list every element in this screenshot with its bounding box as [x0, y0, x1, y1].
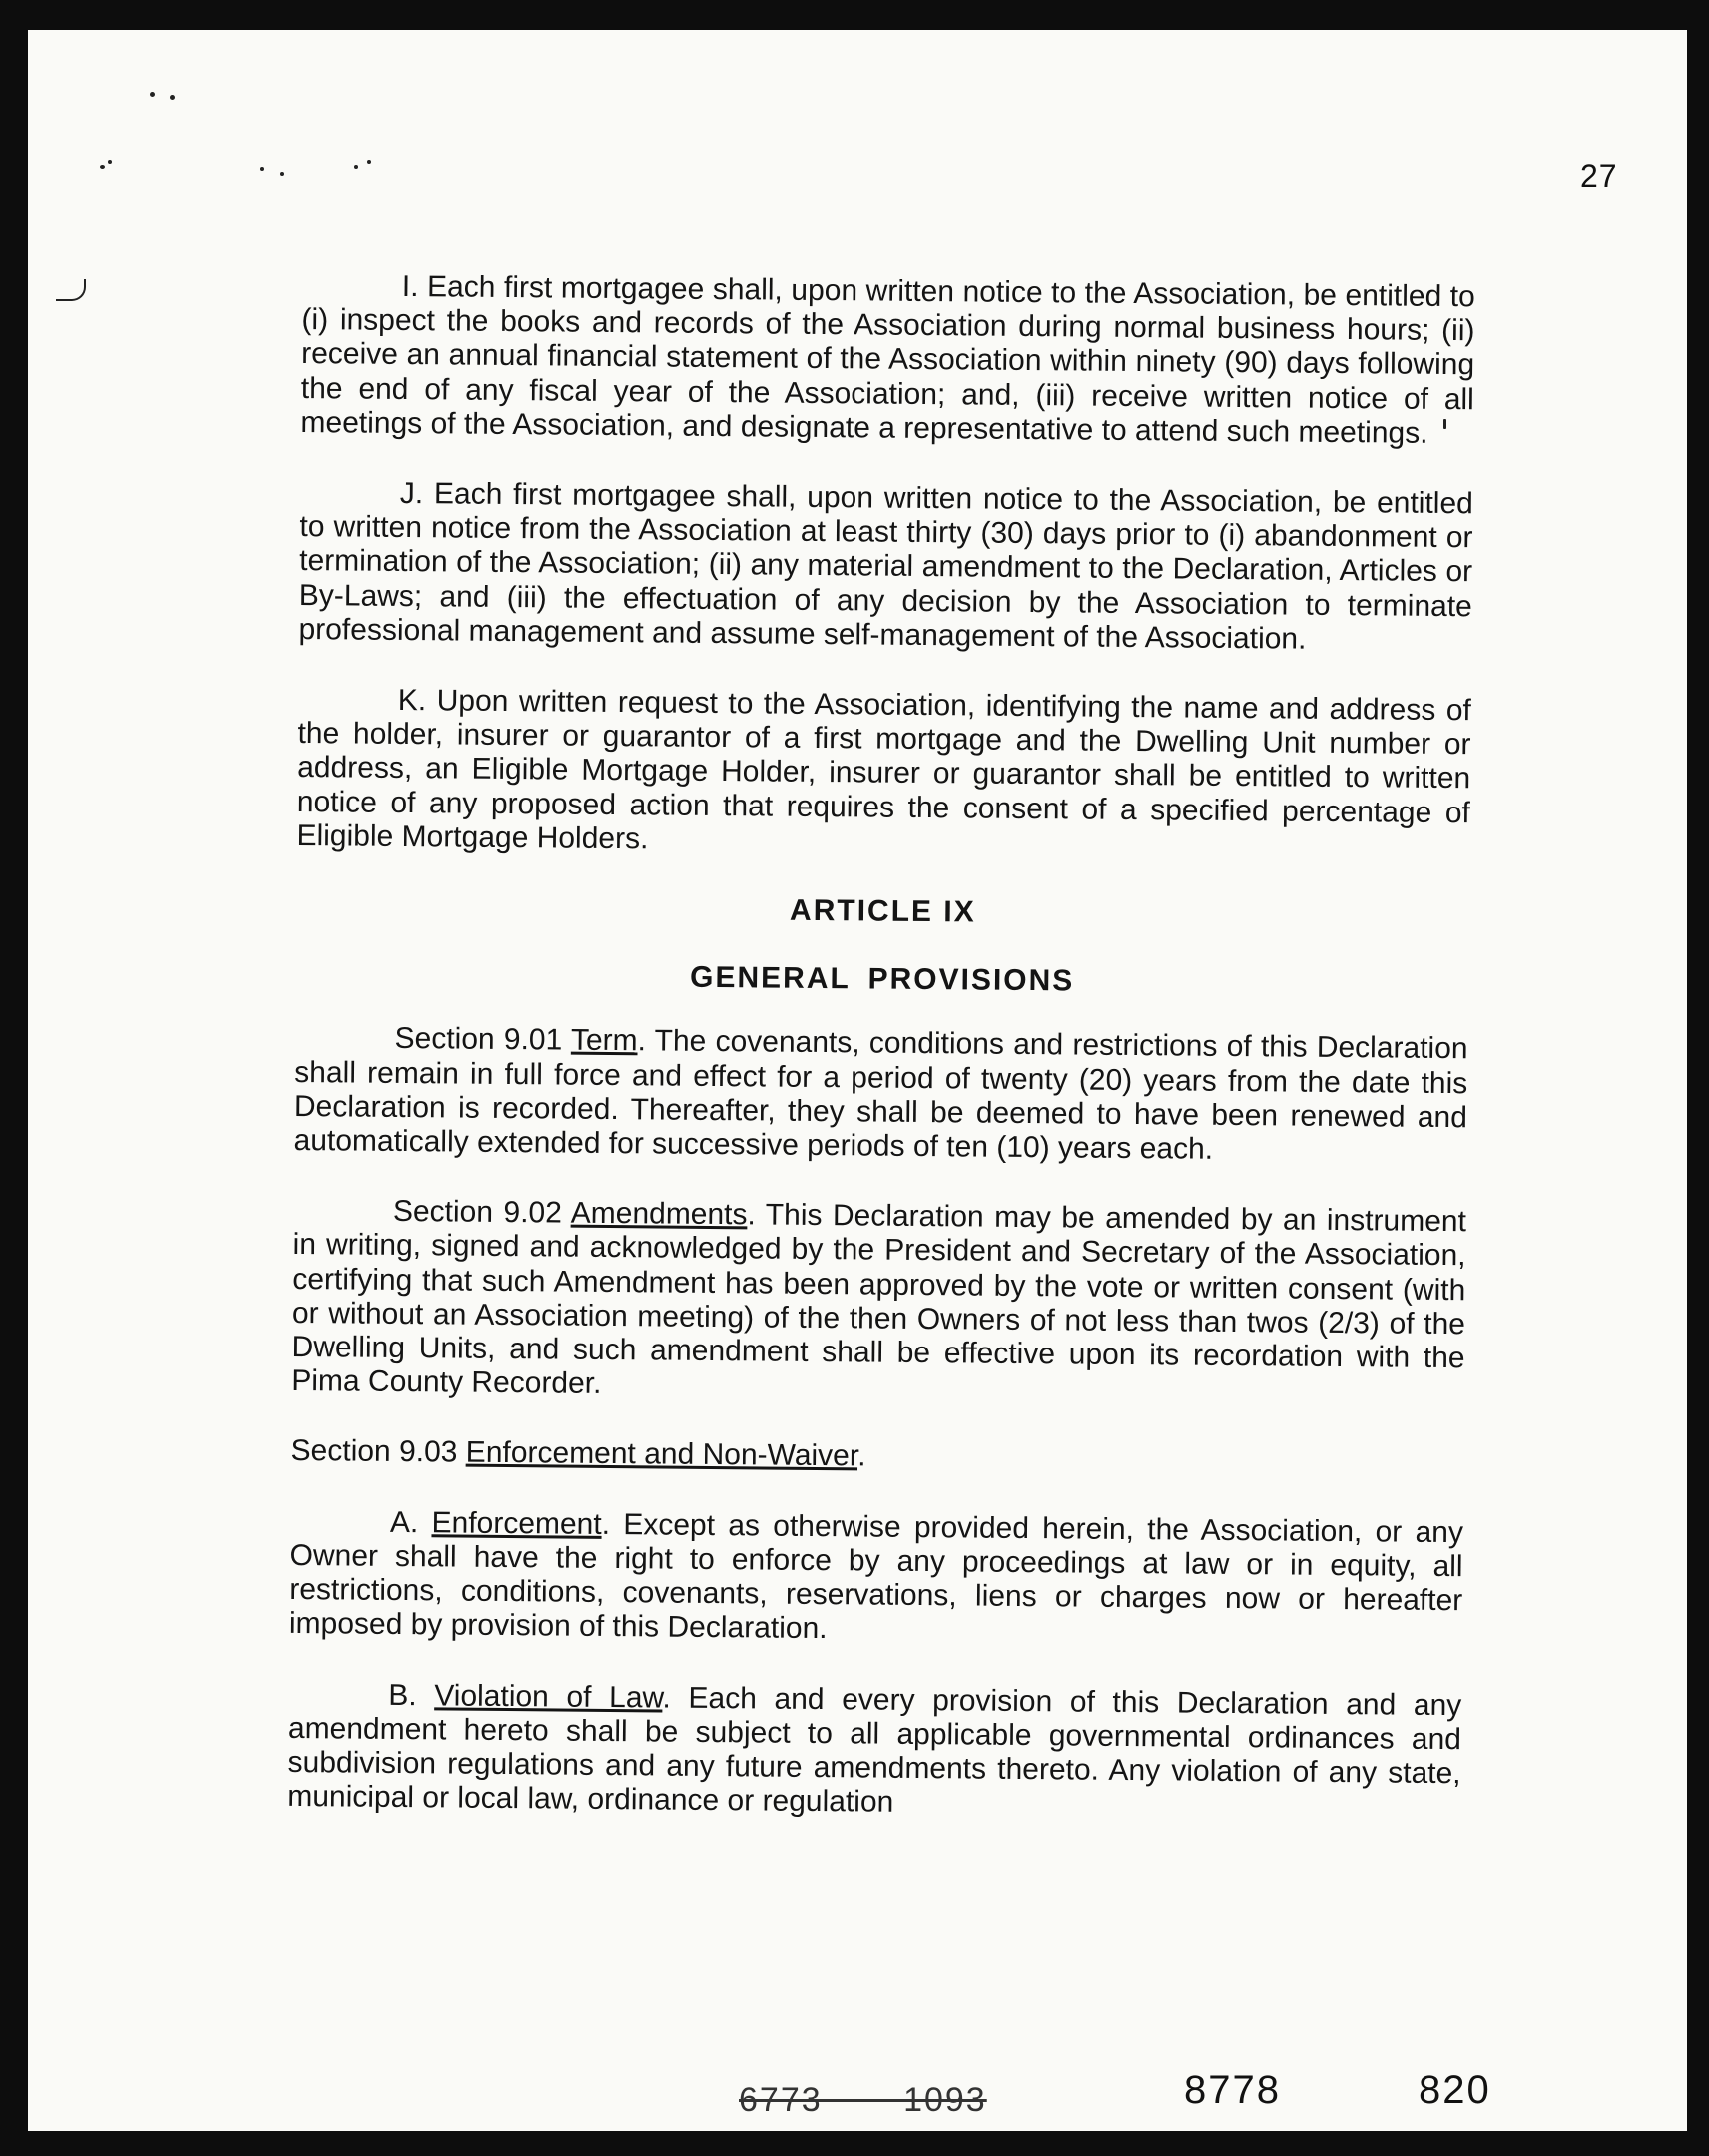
subsection-b: B. Violation of Law. Each and every provision of this Declaration and any amendment hereto shall be subject to all applicable governmental ordinances and subdivision regulations and any future amendments thereto. Any violation of any state, municipal or local law, ordinance or regulation	[287, 1678, 1462, 1819]
paragraph-i-text: Each first mortgagee shall, upon written notice to the Association, be entitled to (i) inspect the books and records of the Association during normal business hours; (ii) receive an annual financial statement of the Association within ninety (90) days following the end of any fiscal year of the Association; and, (iii) receive written notice of all meetings of the Association, and designate a representative to attend such meetings.	[300, 270, 1475, 450]
article-title: GENERAL PROVISIONS	[689, 961, 1075, 998]
paragraph-k-marker: K.	[397, 683, 427, 718]
scan-speck	[100, 165, 105, 169]
paragraph-k-lead	[298, 709, 398, 710]
subsection-a-text: Except as otherwise provided herein, the Association, or any Owner shall have the right to enforce by any proceedings at law or in equity, all restrictions, conditions, covenants, reservations, liens or charges now or hereafter imposed by provision of this Declaration.	[288, 1507, 1464, 1646]
subsection-b-text: Each and every provision of this Declaration and any amendment hereto shall be subject to all applicable governmental ordinances and subdivision regulations and any future amendments thereto. Any violation of any state, municipal or local law, ordinance or regulation	[287, 1681, 1462, 1819]
article-number: ARTICLE IX	[789, 893, 976, 929]
section-9-03: Section 9.03 Enforcement and Non-Waiver.	[290, 1434, 866, 1473]
scan-speck	[170, 95, 175, 100]
page-number: 27	[1580, 158, 1618, 194]
document-body	[287, 270, 1475, 1862]
paragraph-k	[296, 683, 1471, 864]
scan-speck	[354, 165, 358, 169]
record-page-number: 820	[1419, 2068, 1491, 2112]
section-9-01: Section 9.01 Term. The covenants, conditions and restrictions of this Declaration shall remain in full force and effect for a period of twenty (20) years from the date this Declaration is recorded. Thereafter, they shall be deemed to have been renewed and automatically extended for successive periods of ten (10) years each.	[293, 1022, 1468, 1166]
paragraph-k-text: Upon written request to the Association, identifying the name and address of the holder, insurer or guarantor of a first mortgage and the Dwelling Unit number or address, an Eligible Mortgage Holder, insurer or guarantor shall be entitled to written notice of any proposed action that requires the consent of a specified percentage of Eligible Mortgage Holders.	[296, 684, 1471, 856]
paragraph-j-text: Each first mortgagee shall, upon written notice to the Association, be entitled to written notice from the Association at least thirty (30) days prior to (i) abandonment or termination of the Association; (ii) any material amendment to the Declaration, Articles or By-Laws; and (iii) the effectuation of any decision by the Association to terminate professional management and assume self-management of the Association.	[298, 477, 1473, 656]
paragraph-i-marker: I.	[401, 270, 419, 304]
paragraph-j	[298, 476, 1473, 658]
subsection-a-indent	[290, 1531, 390, 1532]
scan-speck	[280, 172, 284, 176]
section-9-02-text: This Declaration may be amended by an instrument in writing, signed and acknowledged by the President and Secretary of the Association, certifying that such Amendment has been approved by the vote or written consent (with or without an Association meeting) of the then Owners of not less than twos (2/3) of the Dwelling Units, and such amendment shall be effective upon its recordation with the Pima County Recorder.	[291, 1198, 1467, 1401]
subsection-a-lead: A.	[389, 1505, 419, 1539]
paragraph-i	[300, 270, 1475, 451]
scan-speck	[1443, 419, 1446, 429]
section-9-02-indent	[293, 1220, 393, 1221]
section-9-03-heading: Enforcement and Non-Waiver	[465, 1436, 858, 1473]
scan-speck	[260, 167, 264, 171]
subsection-a-heading: Enforcement	[431, 1505, 602, 1541]
section-9-01-heading: Term	[570, 1024, 638, 1058]
subsection-a: A. Enforcement. Except as otherwise provided herein, the Association, or any Owner shall have the right to enforce by any proceedings at law or in equity, all restrictions, conditions, covenants, reservations, liens or charges now or hereafter imposed by provision of this Declaration.	[288, 1505, 1464, 1646]
paragraph-i-lead	[302, 270, 402, 304]
struck-record-numbers: 6773 1093	[739, 2081, 987, 2119]
subsection-b-lead: B.	[388, 1678, 417, 1712]
subsection-b-indent	[288, 1703, 388, 1704]
docket-number: 8778	[1184, 2068, 1281, 2112]
paragraph-j-marker: J.	[399, 476, 424, 511]
section-9-01-label: Section 9.01	[394, 1022, 563, 1057]
scan-speck	[367, 160, 371, 164]
scan-speck	[150, 92, 155, 97]
section-9-01-indent	[295, 1047, 395, 1048]
scan-speck	[108, 160, 112, 164]
section-9-02: Section 9.02 Amendments. This Declaration may be amended by an instrument in writing, signed and acknowledged by the President and Secretary of the Association, certifying that such Amendment has been approved by the vote or written consent (with or without an Association meeting) of the then Owners of not less than twos (2/3) of the Dwelling Units, and such amendment shall be effective upon its recordation with the Pima County Recorder.	[291, 1195, 1467, 1401]
paragraph-j-lead	[300, 502, 400, 503]
section-9-02-heading: Amendments	[570, 1196, 748, 1232]
subsection-b-heading: Violation of Law	[434, 1678, 663, 1715]
section-9-02-label: Section 9.02	[392, 1195, 563, 1230]
document-page	[28, 30, 1687, 2131]
section-9-01-text: The covenants, conditions and restrictions of this Declaration shall remain in full force and effect for a period of twenty (20) years from the date this Declaration is recorded. Thereafter, they shall be deemed to have been renewed and automatically extended for successive periods of ten (10) years each.	[293, 1024, 1468, 1166]
section-9-03-label: Section 9.03	[290, 1434, 458, 1470]
binder-mark	[56, 279, 86, 301]
